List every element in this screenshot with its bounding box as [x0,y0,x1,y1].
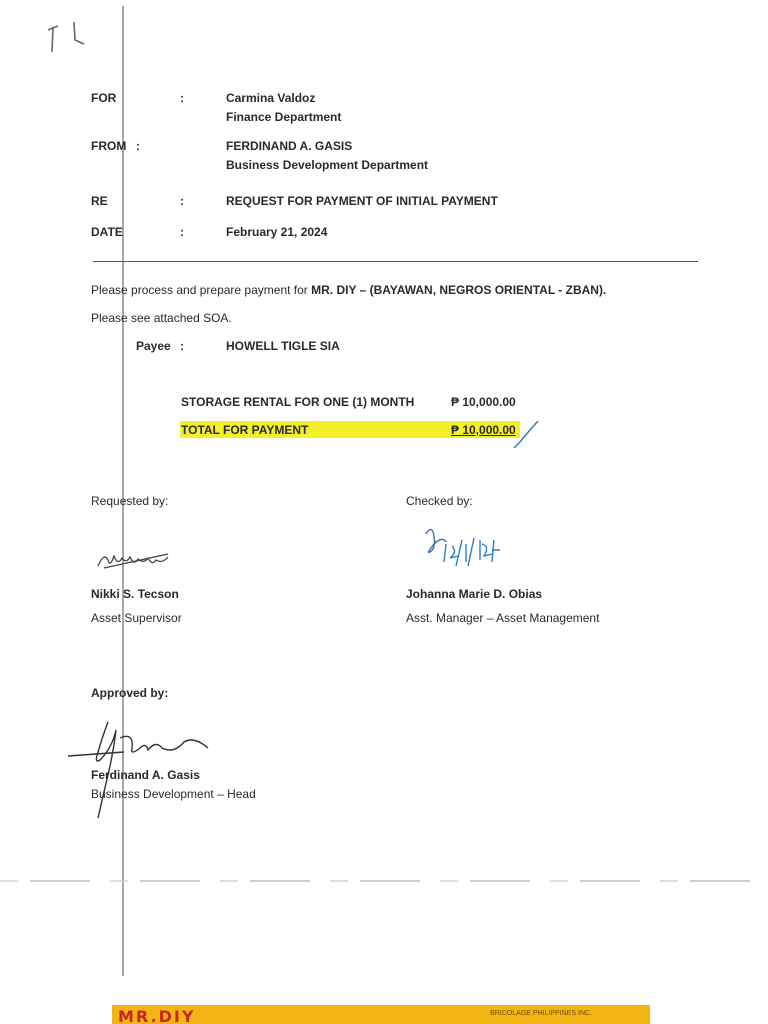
from-colon: : [136,139,140,153]
for-label: FOR [91,91,117,105]
company-logo: MR.DIY [118,1007,196,1024]
header-divider [93,261,698,262]
instruction-text: Please process and prepare payment for [91,283,312,297]
company-name: BRICOLAGE PHILIPPINES INC. [490,1010,592,1017]
item-description: STORAGE RENTAL FOR ONE (1) MONTH [181,395,415,409]
footer-letterhead [112,1005,650,1024]
total-label: TOTAL FOR PAYMENT [181,423,309,437]
re-colon: : [180,194,184,208]
payee-name: HOWELL TIGLE SIA [226,339,340,353]
item-amount: ₱ 10,000.00 [451,395,516,409]
re-subject: REQUEST FOR PAYMENT OF INITIAL PAYMENT [226,194,498,208]
checked-title: Asst. Manager – Asset Management [406,611,600,625]
requested-by-label: Requested by: [91,494,169,508]
payment-instruction [91,283,606,297]
from-name: FERDINAND A. GASIS [226,139,353,153]
date-value: February 21, 2024 [226,225,328,239]
soa-note: Please see attached SOA. [91,311,232,325]
date-label: DATE [91,225,123,239]
approved-name: Ferdinand A. Gasis [91,768,200,782]
for-colon: : [180,91,184,105]
checked-by-label: Checked by: [406,494,473,508]
checked-name: Johanna Marie D. Obias [406,587,543,601]
re-label: RE [91,194,108,208]
from-department: Business Development Department [226,158,429,172]
approved-by-label: Approved by: [91,686,169,700]
scan-artifact-line [0,880,768,882]
total-amount: ₱ 10,000.00 [451,423,516,437]
payee-colon: : [180,339,184,353]
checkmark-icon [512,418,542,452]
requested-signature [96,548,176,572]
for-department: Finance Department [226,110,342,124]
payee-label: Payee [136,339,171,353]
store-name: MR. DIY – (BAYAWAN, NEGROS ORIENTAL - ZBAN). [311,283,607,297]
for-name: Carmina Valdoz [226,91,316,105]
approved-title: Business Development – Head [91,787,256,801]
checked-signature [422,522,512,572]
requested-name: Nikki S. Tecson [91,587,179,601]
requested-title: Asset Supervisor [91,611,182,625]
date-colon: : [180,225,184,239]
from-label: FROM [91,139,127,153]
corner-scribble [44,18,84,58]
